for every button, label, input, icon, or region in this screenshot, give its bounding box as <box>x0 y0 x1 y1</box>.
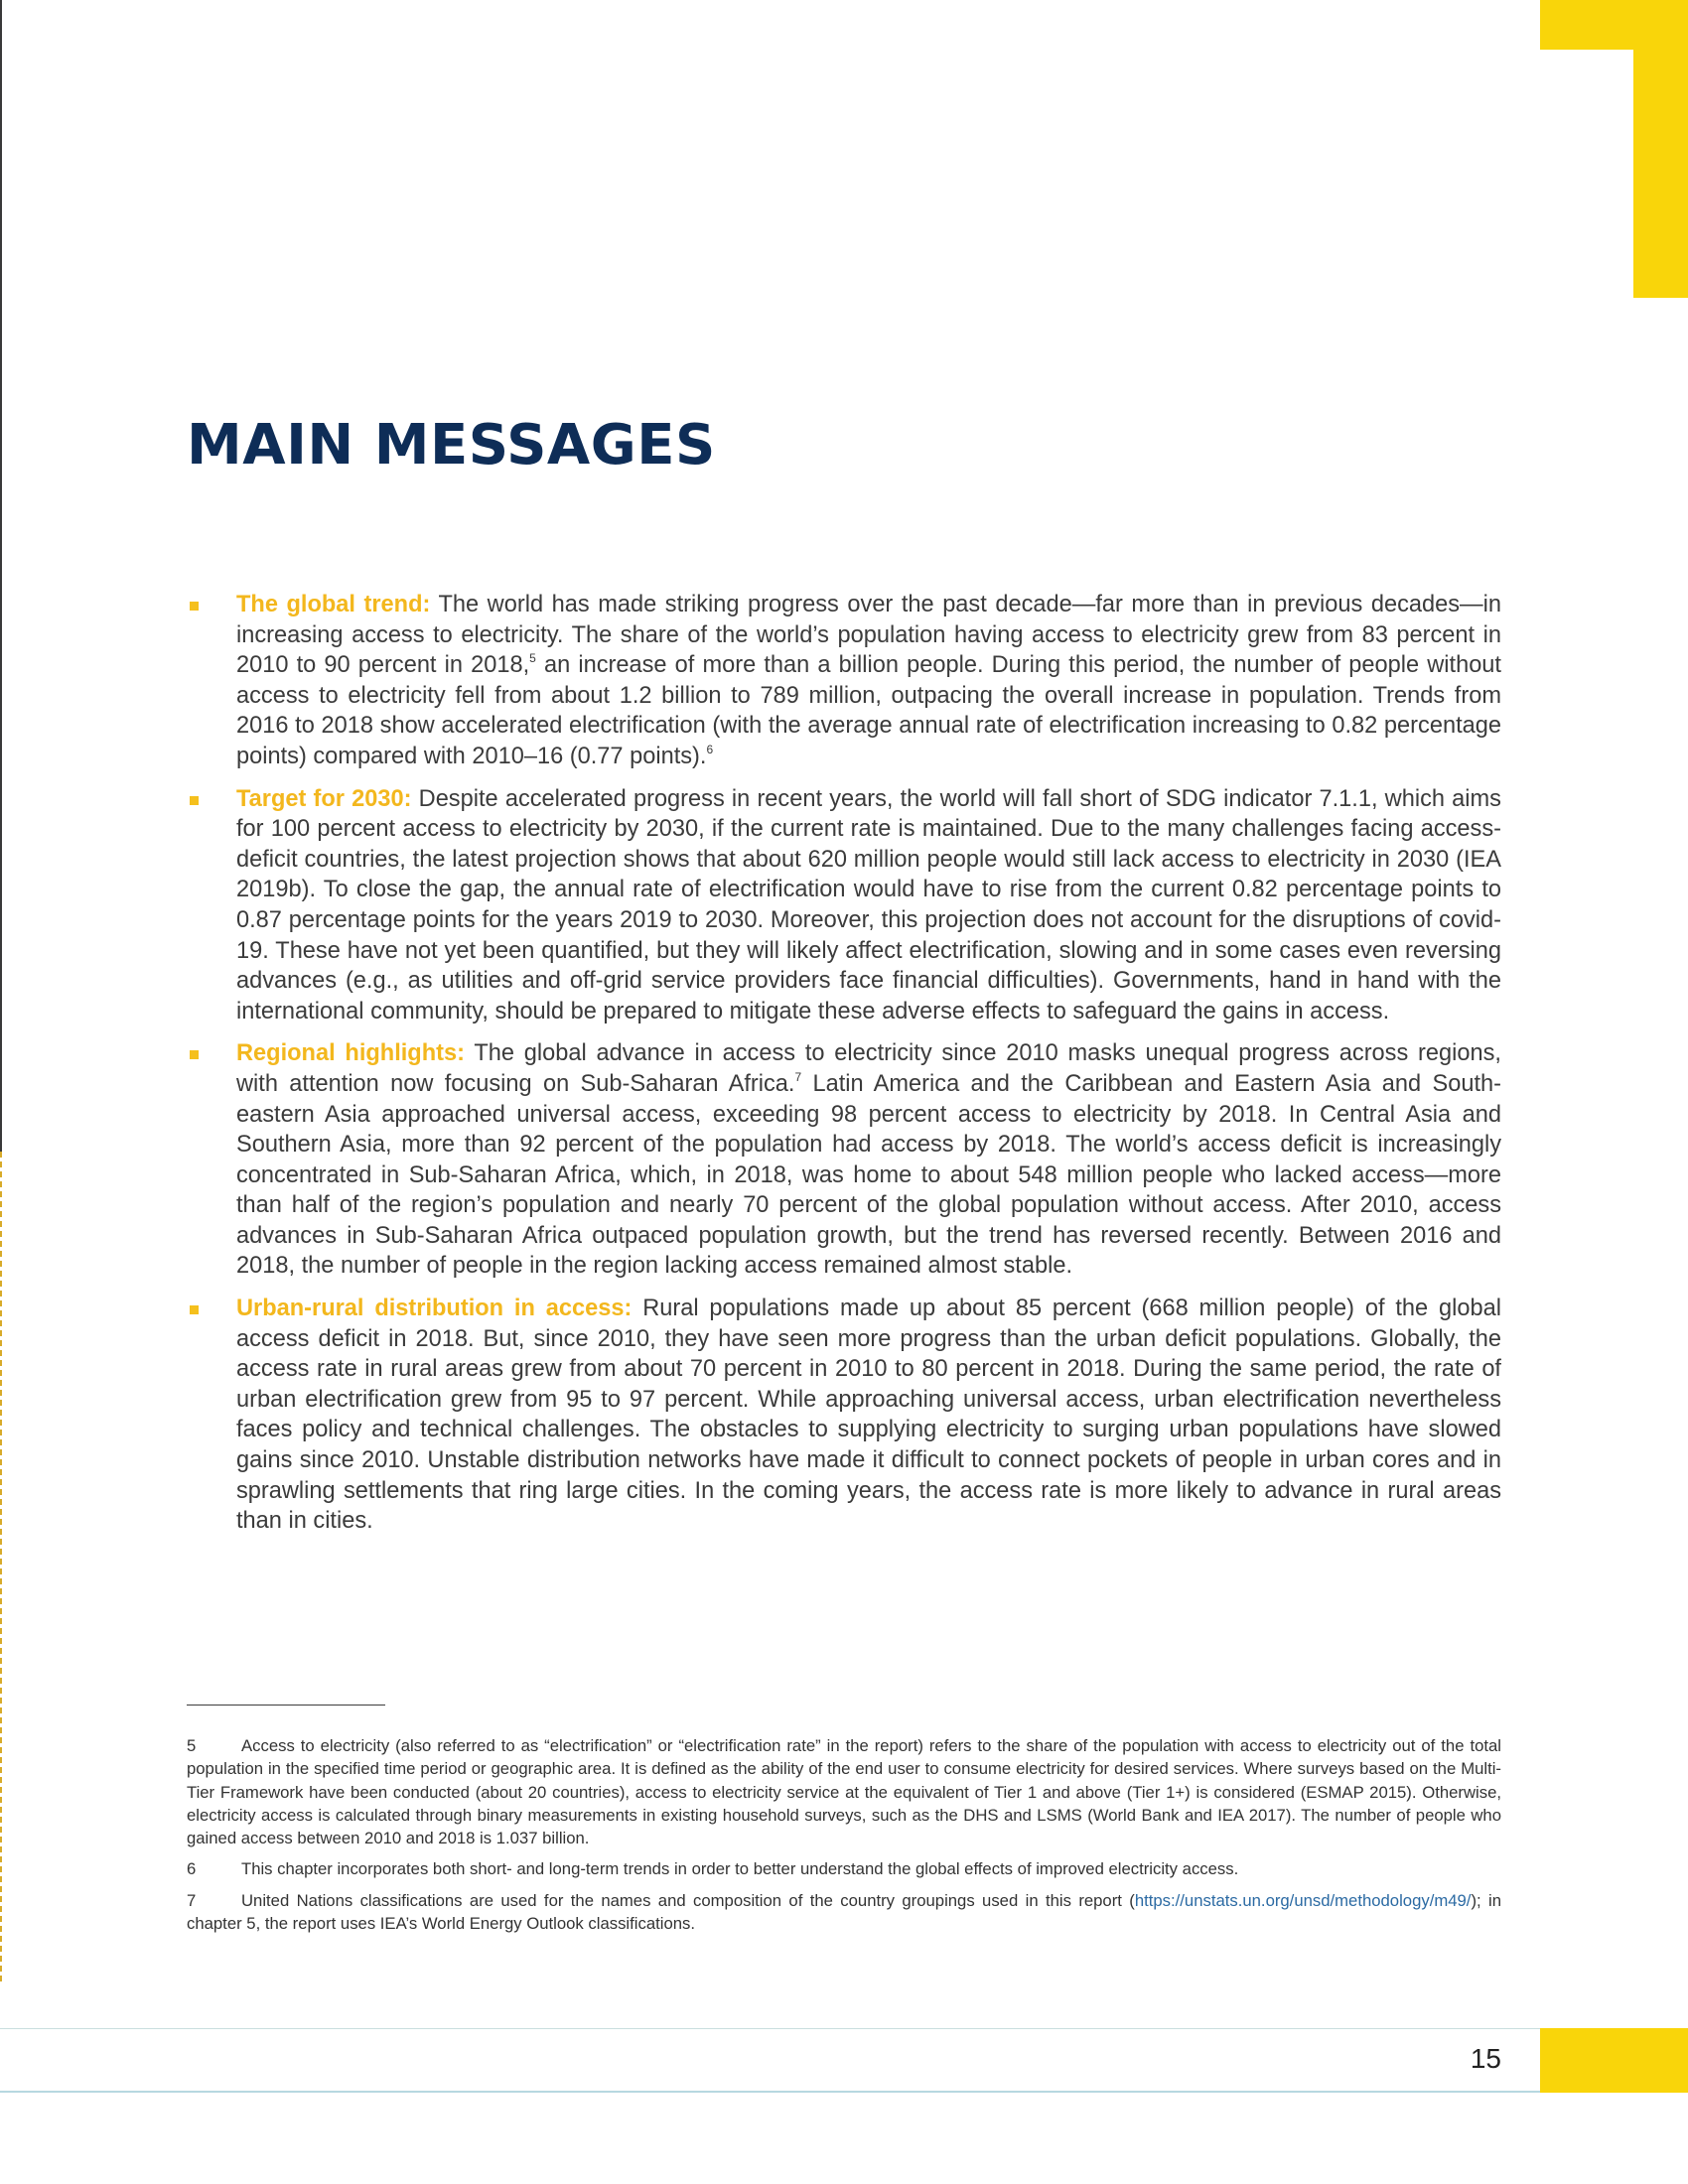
bullet-square-icon <box>190 796 199 805</box>
bullet-label: Urban-rural distribution in access: <box>236 1296 633 1322</box>
bullet-square-icon <box>190 1050 199 1059</box>
main-messages-list <box>187 590 1501 1549</box>
footnote-text: Access to electricity (also referred to as “electrification” or “electrification rate” in the report) refers to the share of the population with access to electricity out of the total population in the specified time period or geographic area. It is defined as the ability of the end user to consume electricity for desired services. Where surveys based on the Multi-Tier Framework have been conducted (about 20 countries), access to electricity service at the equivalent of Tier 1 and above (Tier 1+) is considered (ESMAP 2015). Otherwise, electricity access is calculated through binary measurements in existing household surveys, such as the DHS and LSMS (World Bank and IEA 2017). The number of people who gained access between 2010 and 2018 is 1.037 billion. <box>187 1736 1501 1848</box>
footnote-number: 5 <box>187 1736 197 1755</box>
footnote-ref[interactable]: 6 <box>706 742 714 756</box>
footnote-text: ); in chapter 5, the report uses IEA’s World Energy Outlook classifications. <box>187 1890 1501 1934</box>
list-item <box>187 1294 1501 1537</box>
footnotes <box>187 1734 1501 1943</box>
bullet-text <box>236 1038 1501 1282</box>
bullet-body: Latin America and the Caribbean and Eastern Asia and South-eastern Asia approached universal access, exceeding 98 percent access to electricity by 2018. In Central Asia and Southern Asia, more than 92 percent of the population had access by 2018. The world’s access deficit is increasingly concentrated in Sub-Saharan Africa, which, in 2018, was home to about 548 million people who lacked access—more than half of the region’s population and nearly 70 percent of the global population without access. After 2010, access advances in Sub-Saharan Africa outpaced population growth, but the trend has reversed recently. Between 2016 and 2018, the number of people in the region lacking access remained almost stable. <box>236 1070 1501 1280</box>
footnote-number: 6 <box>187 1859 197 1879</box>
page-title: MAIN MESSAGES <box>187 413 716 478</box>
list-item <box>187 1038 1501 1282</box>
footnote-divider <box>187 1705 385 1706</box>
bullet-label: Regional highlights: <box>236 1040 465 1067</box>
bullet-text <box>236 1294 1501 1537</box>
corner-accent-bracket <box>1540 0 1688 298</box>
footnote-text: United Nations classifications are used for the names and composition of the country groupings used in this report ( <box>241 1890 1135 1910</box>
corner-accent-shape <box>1540 0 1688 298</box>
footnote <box>187 1889 1501 1936</box>
unstats-link[interactable]: https://unstats.un.org/unsd/methodology/m49/ <box>1134 1890 1472 1910</box>
bullet-body: Despite accelerated progress in recent years, the world will fall short of SDG indicator 7.1.1, which aims for 100 percent access to electricity by 2030, if the current rate is maintained. Due to the many challenges facing access-deficit countries, the latest projection shows that about 620 million people would still lack access to electricity in 2030 (IEA 2019b). To close the gap, the annual rate of electrification would have to rise from the current 0.82 percentage points to 0.87 percentage points for the years 2019 to 2030. Moreover, this projection does not account for the disruptions of covid-19. These have not yet been quantified, but they will likely affect electrification, slowing and in some cases even reversing advances (e.g., as utilities and off-grid service providers face financial difficulties). Governments, hand in hand with the international community, should be prepared to mitigate these adverse effects to safeguard the gains in access. <box>236 785 1501 1024</box>
bullet-text <box>236 784 1501 1027</box>
page-number: 15 <box>1470 2043 1501 2074</box>
list-item <box>187 590 1501 772</box>
bullet-square-icon <box>190 1305 199 1314</box>
footnote-ref[interactable]: 5 <box>529 651 536 666</box>
footer-rule-top <box>0 2028 1540 2029</box>
footnote-text: This chapter incorporates both short- and long-term trends in order to better understand the global effects of improved electricity access. <box>241 1859 1239 1879</box>
footnote-number: 7 <box>187 1890 197 1910</box>
bullet-text <box>236 590 1501 772</box>
bullet-body: The world has made striking progress over the past decade—far more than in previous decades—in increasing access to electricity. The share of the world’s population having access to electricity grew from 83 percent in 2010 to 90 percent in 2018, <box>236 592 1501 679</box>
footer-accent-block <box>1540 2028 1688 2093</box>
footer-rule-bottom <box>0 2091 1540 2093</box>
bullet-body: an increase of more than a billion people. During this period, the number of people without access to electricity fell from about 1.2 billion to 789 million, outpacing the overall increase in population. Trends from 2016 to 2018 show accelerated electrification (with the average annual rate of electrification increasing to 0.82 percentage points) compared with 2010–16 (0.77 points). <box>236 652 1501 769</box>
footnote <box>187 1857 1501 1880</box>
left-margin-rule <box>0 0 2 1152</box>
bullet-label: The global trend: <box>236 592 431 617</box>
bullet-body: The global advance in access to electricity since 2010 masks unequal progress across regions, with attention now focusing on Sub-Saharan Africa. <box>236 1040 1501 1097</box>
left-margin-dotted-rule <box>0 1152 2 1983</box>
bullet-body: Rural populations made up about 85 percent (668 million people) of the global access deficit in 2018. But, since 2010, they have seen more progress than the urban deficit populations. Globally, the access rate in rural areas grew from about 70 percent in 2010 to 80 percent in 2018. During the same period, the rate of urban electrification grew from 95 to 97 percent. While approaching universal access, urban electrification nevertheless faces policy and technical challenges. The obstacles to supplying electricity to surging urban populations have slowed gains since 2010. Unstable distribution networks have made it difficult to connect pockets of people in urban cores and in sprawling settlements that ring large cities. In the coming years, the access rate is more likely to advance in rural areas than in cities. <box>236 1296 1501 1535</box>
list-item <box>187 784 1501 1027</box>
footnote <box>187 1734 1501 1849</box>
footnote-ref[interactable]: 7 <box>794 1069 802 1084</box>
bullet-label: Target for 2030: <box>236 785 412 812</box>
bullet-square-icon <box>190 602 199 611</box>
